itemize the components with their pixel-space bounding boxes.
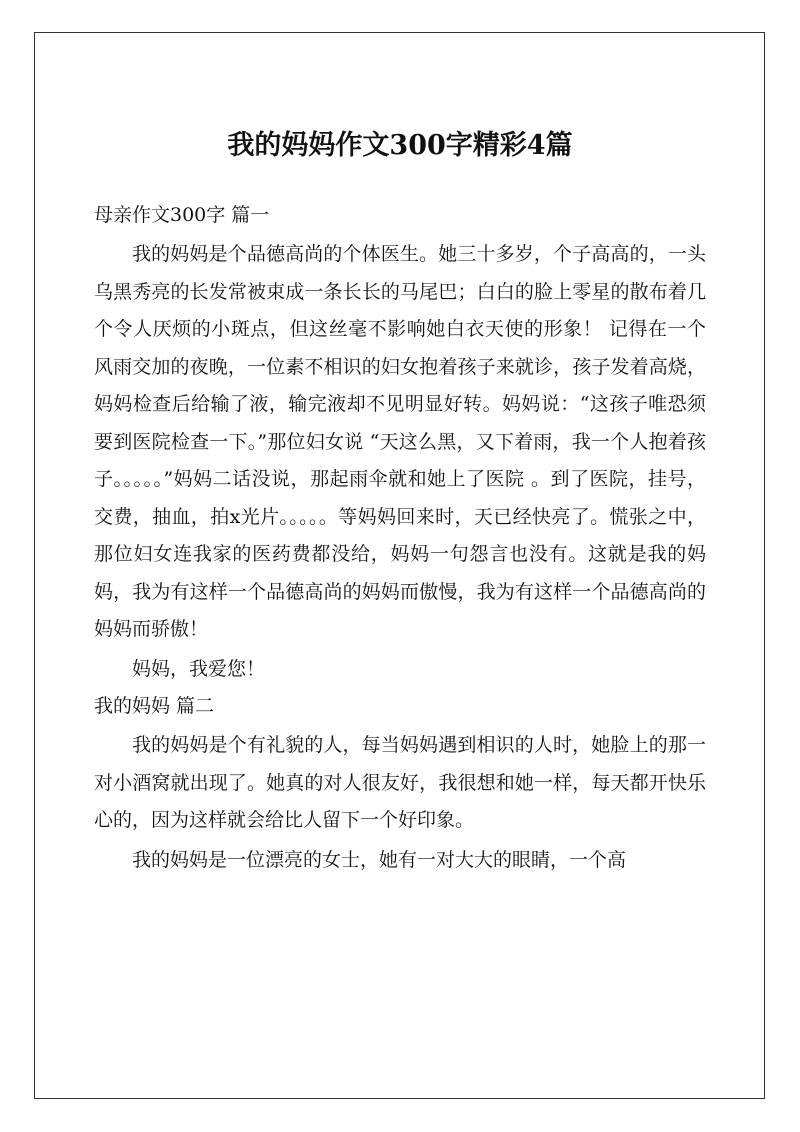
document-title: 我的妈妈作文300字精彩4篇 bbox=[227, 130, 573, 161]
section-heading: 母亲作文300字 篇一 bbox=[94, 204, 270, 226]
section-paragraph: 我的妈妈是一位漂亮的女士，她有一对大大的眼睛，一个高 bbox=[132, 848, 627, 871]
section-heading: 我的妈妈 篇二 bbox=[94, 695, 215, 717]
section-2 bbox=[94, 688, 706, 879]
section-paragraph: 妈妈，我爱您！ bbox=[132, 657, 266, 680]
section-paragraph: 我的妈妈是个有礼貌的人，每当妈妈遇到相识的人时，她脸上的那一对小酒窝就出现了。她真的对人很友好，我很想和她一样，每天都开快乐心的，因为这样就会给比人留下一个好印象。 bbox=[94, 734, 706, 831]
document-body bbox=[94, 197, 706, 879]
section-1 bbox=[94, 197, 706, 688]
section-paragraph: 我的妈妈是个品德高尚的个体医生。她三十多岁，个子高高的，一头乌黑秀亮的长发常被束成一条长长的马尾巴；白白的脸上零星的散布着几个令人厌烦的小斑点，但这丝毫不影响她白衣天使的形象！ 记得在一个风雨交加的夜晚，一位素不相识的妇女抱着孩子来就诊，孩子发着高烧，妈妈检查后给输了液，输完液却不见明显好转。妈妈说：“这孩子唯恐须要到医院检查一下。”那位妇女说 “天这么黑，又下着雨，我一个人抱着孩子。。。。。”妈妈二话没说，那起雨伞就和她上了医院 。到了医院，挂号，交费，抽血，拍x光片。。。。。等妈妈回来时，天已经快亮了。慌张之中，那位妇女连我家的医药费都没给，妈妈一句怨言也没有。这就是我的妈妈，我为有这样一个品德高尚的妈妈而傲慢，我为有这样一个品德高尚的妈妈而骄傲！ bbox=[94, 243, 706, 640]
